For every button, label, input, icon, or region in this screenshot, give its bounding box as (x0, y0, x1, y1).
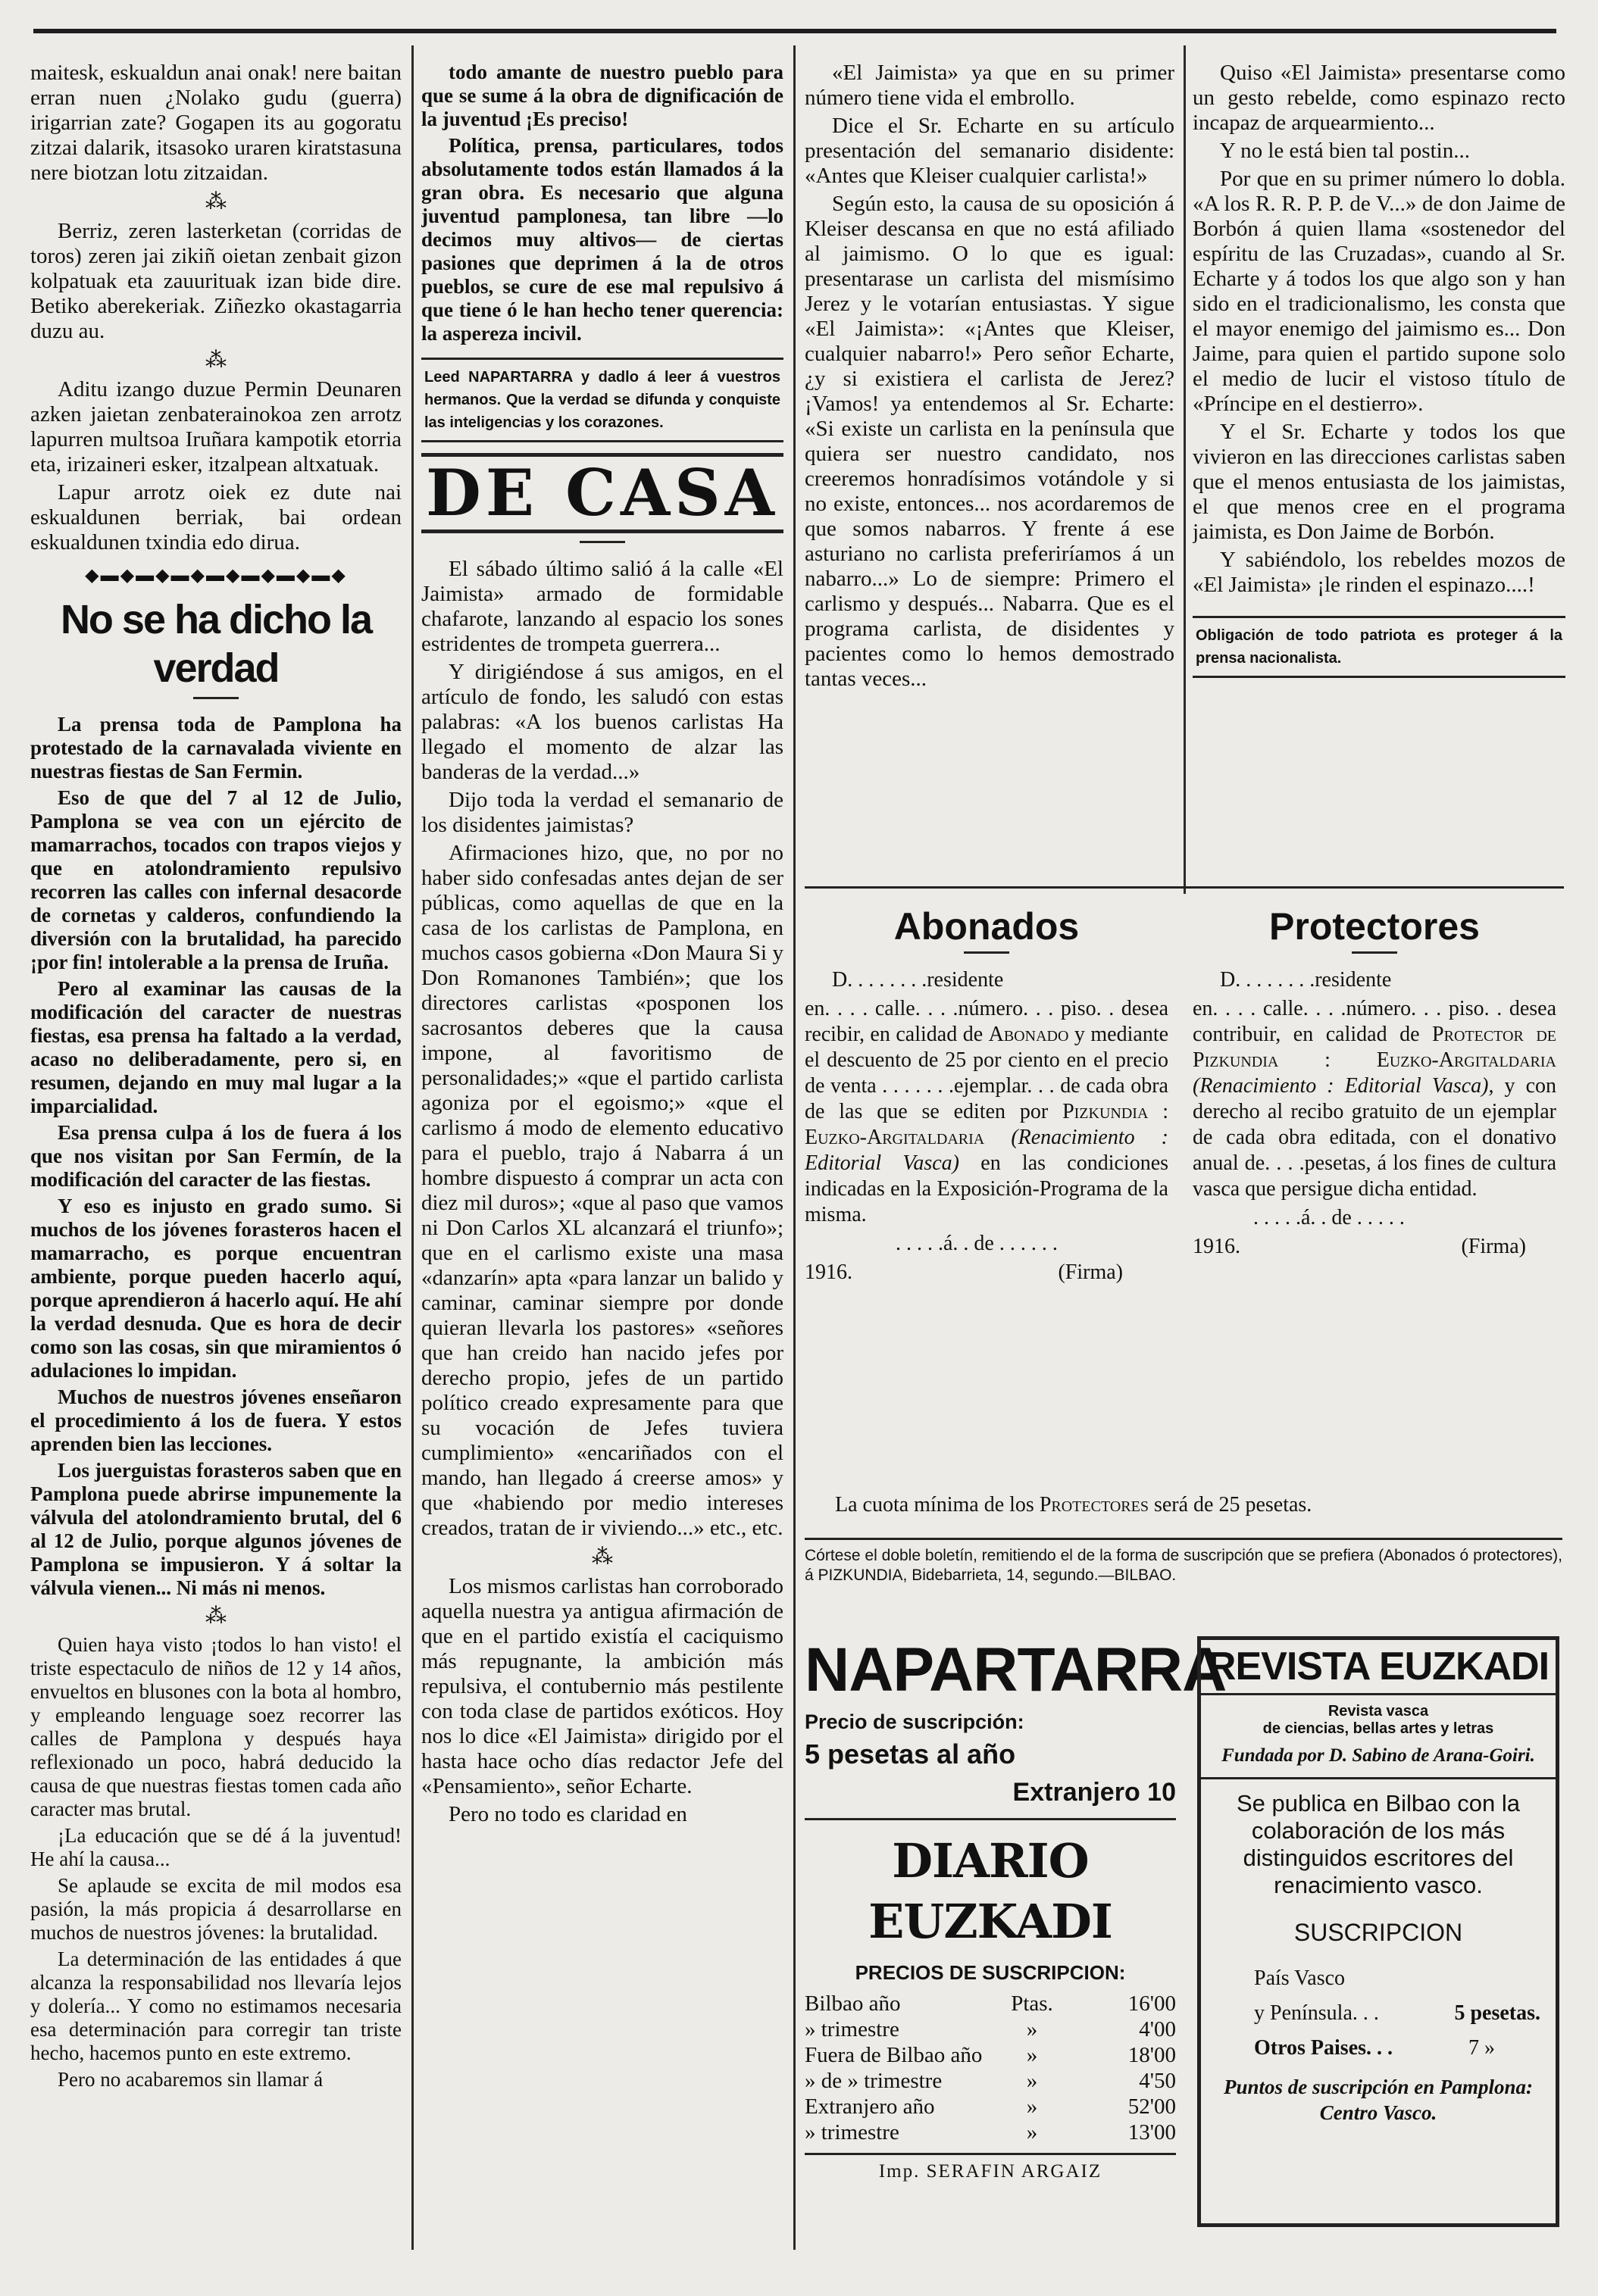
revista-price-row: Otros Paises. . . 7 » (1254, 2036, 1495, 2060)
revista-subscription-label: SUSCRIPCION (1293, 1919, 1463, 1946)
revista-subscription-points: Puntos de suscripción en Pamplona: Centro Vasco. (1223, 2076, 1534, 2124)
column-rule (1184, 45, 1186, 894)
asterism: ⁂ (205, 1604, 227, 1628)
notice-box: Leed NAPARTARRA y dadlo á leer á vuestros hermanos. Que la verdad se difunda y conquiste las inteligencias y los corazones. (421, 358, 783, 442)
paragraph: Pero no todo es claridad en (449, 1802, 687, 1826)
article-body (1193, 61, 1565, 598)
revista-price-row: País Vasco (1254, 1966, 1346, 1990)
napartarra-masthead: NAPARTARRA (805, 1635, 1227, 1704)
form-line: en. . . . calle. . . .número. . . piso. . desea contribuir, en calidad de Protector de Pizkundia : Euzko-Argitaldaria (Renacimiento : Editorial Vasca), y con derecho al recibo gratuito de un ejemplar de cada obra editada, con el donativo anual de. . . .pesetas, á los fines de cultura vasca que persigue dicha entidad. (1193, 997, 1556, 1201)
ads-left (805, 1635, 1227, 2235)
asterism: ⁂ (205, 348, 227, 372)
decorative-divider: ◆▬◆▬◆▬◆▬◆▬◆▬◆▬◆ (85, 566, 347, 586)
paragraph: La determinación de las entidades á que alcanza la responsabilidad nos llevaría lejos y dolería... Y como no estimamos necesaria esa determinación para corregir tan triste hecho, hacemos punto en este extremo. (30, 1948, 402, 2064)
price-row: Bilbao año Ptas. 16'00 (805, 1991, 1176, 2016)
paragraph: «El Jaimista» ya que en su primer número tiene vida el embrollo. (805, 61, 1174, 110)
paragraph: Por que en su primer número lo dobla. «A los R. R. P. P. de V...» de don Jaime de Borbón á quien llama «sostenedor del espíritu de las Cruzadas», cuando al Sr. Echarte y á todos los que algo son y han sido en el tradicionalismo, les consta que el mayor enemigo del jaimismo es... Don Jaime, para quien el partido supone solo el medio de lucir el vistoso título de «Príncipe en el destierro». (1193, 167, 1565, 416)
form-signature: 1916. (Firma) (805, 1260, 1123, 1284)
printer-credit: Imp. SERAFIN ARGAIZ (878, 2161, 1102, 2182)
subscription-forms (805, 894, 1564, 1584)
revista-price-row: y Península. . . 5 pesetas. (1254, 2001, 1540, 2025)
article-title: DE CASA (421, 453, 783, 533)
basque-paragraph: maitesk, eskualdun anai onak! nere baitan erran nuen ¿Nolako gudu (guerra) irigarrian zate? Gogapen its au gogoratu zitzai dalarik, itsasoko uraren kiratstasuna nere biotzan lotu zitzaidan. (30, 61, 402, 185)
diario-price-table (805, 1991, 1176, 2145)
article-title: No se ha dicho la verdad (60, 597, 372, 691)
paragraph: Eso de que del 7 al 12 de Julio, Pamplona se vea con un ejército de mamarrachos, tocados con trapos viejos y que en atolondramiento repulsivo recorren las calles con infernal desacorde de cornetas y calderos, confundiendo la diversión con la brutalidad, ha parecido ¡por fin! intolerable a la prensa de Iruña. (30, 786, 402, 973)
revista-founder: Fundada por D. Sabino de Arana-Goiri. (1221, 1745, 1535, 1766)
section-rule (805, 886, 1564, 889)
paragraph: Los juerguistas forasteros saben que en Pamplona puede abrirse impunemente la válvula del atolondramiento brutal, del 6 al 12 de Julio, porque algunos jóvenes de Pamplona se impusieron. Y á soltar la válvula vienen... Ni más ni menos. (30, 1459, 402, 1599)
column-1 (30, 61, 402, 2257)
article-body-continued (30, 1633, 402, 2091)
form-date: . . . . .á. . de . . . . . . (896, 1232, 1058, 1255)
column-4 (1193, 61, 1565, 913)
article-body-continued (421, 1574, 783, 1827)
form-line: D. . . . . . . .residente (832, 968, 1004, 992)
section-rule (805, 1818, 1176, 1820)
column-rule (793, 45, 796, 2250)
revista-euzkadi-ad (1197, 1636, 1559, 2227)
paragraph: Dice el Sr. Echarte en su artículo presentación del semanario disidente: «Antes que Kleiser cualquier carlista!» (805, 114, 1174, 188)
asterism: ⁂ (205, 190, 227, 214)
article-body (805, 61, 1174, 692)
article-ending (421, 61, 783, 345)
paragraph: Pero al examinar las causas de la modificación del caracter de nuestras fiestas, esa prensa ha faltado a la verdad, acaso no deliberadamente, pero si, en resumen, dejando en muy mal lugar a la imparcialidad. (30, 977, 402, 1117)
basque-paragraph: Berriz, zeren lasterketan (corridas de toros) zeren jai zikiñ oietan zenbait gizon kolpatuak eta zauurituak izan bide dire. Betiko aberekeriak. Ziñezko okastagarria duzu au. (30, 219, 402, 343)
diario-price-label: PRECIOS DE SUSCRIPCION: (855, 1961, 1126, 1984)
column-rule (411, 45, 414, 2250)
form-line: D. . . . . . . .residente (1220, 968, 1392, 992)
basque-paragraph: Aditu izango duzue Permin Deunaren azken jaietan zenbaterainokoa zen arrotz lapurren multsoa Iruñara kampotik etorria eta, irizaineri esker, itzalpean altxatuak. (30, 377, 402, 476)
paragraph: Se aplaude se excita de mil modos esa pasión, la más propicia á desarrollarse en muchos de nuestros jóvenes: la brutalidad. (30, 1874, 402, 1944)
revista-subtitle: de ciencias, bellas artes y letras (1262, 1720, 1494, 1737)
paragraph: Dijo toda la verdad el semanario de los disidentes jaimistas? (421, 788, 783, 837)
paragraph: Y sabiéndolo, los rebeldes mozos de «El Jaimista» ¡le rinden el espinazo....! (1193, 548, 1565, 597)
price-row: » trimestre » 13'00 (805, 2120, 1176, 2144)
asterism: ⁂ (592, 1545, 613, 1569)
column-3 (805, 61, 1174, 913)
napartarra-price-label: Precio de suscripción: (805, 1710, 1024, 1733)
revista-description: Se publica en Bilbao con la colaboración de los más distinguidos escritores del renacimiento vasco. (1237, 1790, 1520, 1898)
paragraph: Afirmaciones hizo, que, no por no haber sido confesadas antes dejan de ser públicas, como aquellas de que en la casa de los carlistas de Pamplona, en muchos casos gobierna «Don Maura Si y Don Romanones También»; que los directores carlistas «posponen los sacrosantos deberes que la causa impone, al favoritismo de personalidades;» «que el partido carlista agoniza por el egoismo;» «que el carlismo á modo de elemento educativo para el pueblo, trajo á Nabarra á un hombre dispuesto á comprar un acta con diez mil duros»; «que al paso que vamos ni Don Carlos XL alcanzará el triunfo»; que en el carlismo existe una masa «danzarín» apta «para lanzar un balido y caminar, caminar siempre por donde quieran llevarla los pastores» «señores que han creido han nacido jefes por derecho propio, jefes de un partido político creado expresamente para que su vocación de Jefes tuviera cumplimiento» «encariñados con el mando, han llegado á creerse amos» y que «habiendo por medio intereses creados, tratan de ir viviendo...» etc., etc. (421, 841, 783, 1540)
paragraph: todo amante de nuestro pueblo para que se sume á la obra de dignificación de la juventud ¡Es preciso! (421, 61, 783, 130)
paragraph: La prensa toda de Pamplona ha protestado de la carnavalada viviente en nuestras fiestas de San Fermin. (30, 713, 402, 783)
top-rule (33, 29, 1556, 33)
paragraph: Y el Sr. Echarte y todos los que vivieron en las direcciones carlistas saben que el menos entusiasta de los jaimistas, el que menos cree en el programa jaimista, es Don Jaime de Borbón. (1193, 420, 1565, 544)
title-separator (580, 541, 625, 543)
paragraph: Política, prensa, particulares, todos absolutamente todos están llamados á la gran obra. Es necesario que alguna juventud pamplonesa, tan libre —lo decimos muy altivos— de ciertas pasiones que deprimen á la de otros pueblos, se cure de ese mal repulsivo á que tiene ó le han hecho tener querencia: la aspereza incivil. (421, 134, 783, 345)
article-body (30, 713, 402, 1600)
price-row: Extranjero año » 52'00 (805, 2095, 1176, 2119)
title-separator (964, 951, 1009, 954)
article-body (421, 557, 783, 1541)
form-title: Protectores (1269, 905, 1480, 948)
paragraph: Y dirigiéndose á sus amigos, en el artículo de fondo, les saludó con estas palabras: «A los buenos carlistas Ha llegado el momento de alzar las banderas de la verdad...» (421, 660, 783, 784)
form-date: . . . . .á. . de . . . . . (1253, 1206, 1405, 1229)
notice-box: Obligación de todo patriota es proteger á la prensa nacionalista. (1193, 616, 1565, 678)
paragraph: El sábado último salió á la calle «El Jaimista» armado de formidable chafarote, lanzando al espacio los sones estridentes de trompeta guerrera... (421, 557, 783, 656)
minimum-fee-note: La cuota mínima de los Protectores será de 25 pesetas. (835, 1493, 1312, 1517)
form-title: Abonados (893, 905, 1080, 948)
diario-euzkadi-masthead: DIARIO EUZKADI (868, 1833, 1112, 1949)
paragraph: Pero no acabaremos sin llamar á (58, 2068, 324, 2091)
revista-euzkadi-masthead: REVISTA EUZKADI (1201, 1640, 1556, 1695)
paragraph: Según esto, la causa de su oposición á Kleiser descansa en que no está afiliado al jaimismo. O lo que es igual: presentarase un carlista del mismísimo Jerez y le votarían entusiastas. Y sigue «El Jaimista»: «¡Antes que Kleiser, cualquier nabarro!» Pero señor Echarte, ¿y si existiera el carlista de Jerez? ¡Vamos! ya entendemos al Sr. Echarte: «Si existe un carlista en la península que quiera ser nuestro candidato, nos creeremos honradísimos votándole y si no existe, entonces... nos acordaremos de que somos nabarros. Y frente á ese asturiano no carlista preferiríamos á un nabarro...» Lo de siempre: Primero el carlismo y después... Nabarra. Que es el programa carlista, de disidentes y pacientes como lo hemos demostrado tantas veces... (805, 192, 1174, 691)
title-separator (193, 697, 239, 699)
price-row: » de » trimestre » 4'50 (805, 2069, 1176, 2093)
paragraph: Muchos de nuestros jóvenes enseñaron el procedimiento á los de fuera. Y estos aprenden bien las lecciones. (30, 1385, 402, 1455)
abonados-form (805, 894, 1168, 1289)
paragraph: Quien haya visto ¡todos lo han visto! el triste espectaculo de niños de 12 y 14 años, envueltos en blusones con la bota al hombro, y empleando lenguage soez recorrer las calles de Pamplona y después haya reflexionado un poco, habrá deducido la causa de que nuestras fiestas tomen cada año caracter mas brutal. (30, 1633, 402, 1820)
cut-instructions: Córtese el doble boletín, remitiendo el de la forma de suscripción que se prefiera (Abonados ó protectores), á PIZKUNDIA, Bidebarrieta, 14, segundo.—BILBAO. (805, 1538, 1562, 1585)
paragraph: Los mismos carlistas han corroborado aquella nuestra ya antigua afirmación de que en el partido existía el caciquismo más repugnante, la ambición más repulsiva, el contubernio más pestilente con toda clase de partidos exóticos. Hoy nos lo dice «El Jaimista» dirigido por el hasta hace ocho días redactor Jefe del «Pensamiento», señor Echarte. (421, 1574, 783, 1798)
paragraph: Y eso es injusto en grado sumo. Si muchos de los jóvenes forasteros hacen el mamarracho, es porque encuentran ambiente, porque pueden hacerlo aquí, porque aprendieron á hacerlo aquí. He ahí la verdad desnuda. Que es hora de decir como son las cosas, sin que miramientos ó adulaciones lo impidan. (30, 1195, 402, 1382)
section-rule (1201, 1777, 1556, 1779)
basque-paragraph: Lapur arrotz oiek ez dute nai eskualdunen berriak, bai ordean eskualdunen txindia edo dirua. (30, 480, 402, 554)
column-2 (421, 61, 783, 2257)
revista-subtitle: Revista vasca (1327, 1703, 1429, 1720)
title-separator (1352, 951, 1397, 954)
paragraph: Esa prensa culpa á los de fuera á los que nos visitan por San Fermín, de la modificación del caracter de las fiestas. (30, 1121, 402, 1191)
paragraph: Y no le está bien tal postin... (1220, 139, 1470, 163)
form-signature: 1916. (Firma) (1193, 1235, 1526, 1258)
section-rule (805, 2153, 1176, 2155)
paragraph: ¡La educación que se dé á la juventud! He ahí la causa... (30, 1824, 402, 1870)
price-row: » trimestre » 4'00 (805, 2017, 1176, 2041)
price-row: Fuera de Bilbao año » 18'00 (805, 2043, 1176, 2067)
napartarra-abroad-price: Extranjero 10 (1012, 1778, 1176, 1807)
protectores-form (1193, 894, 1556, 1263)
napartarra-price: 5 pesetas al año (805, 1738, 1016, 1770)
paragraph: Quiso «El Jaimista» presentarse como un gesto rebelde, como espinazo recto incapaz de arquearmiento... (1193, 61, 1565, 135)
form-line: en. . . . calle. . . .número. . . piso. . desea recibir, en calidad de Abonado y mediante el descuento de 25 por ciento en el precio de venta . . . . . . .ejemplar. . . de cada obra de las que se editen por Pizkundia : Euzko-Argitaldaria (Renacimiento : Editorial Vasca) en las condiciones indicadas en la Exposición-Programa de la misma. (805, 997, 1169, 1226)
